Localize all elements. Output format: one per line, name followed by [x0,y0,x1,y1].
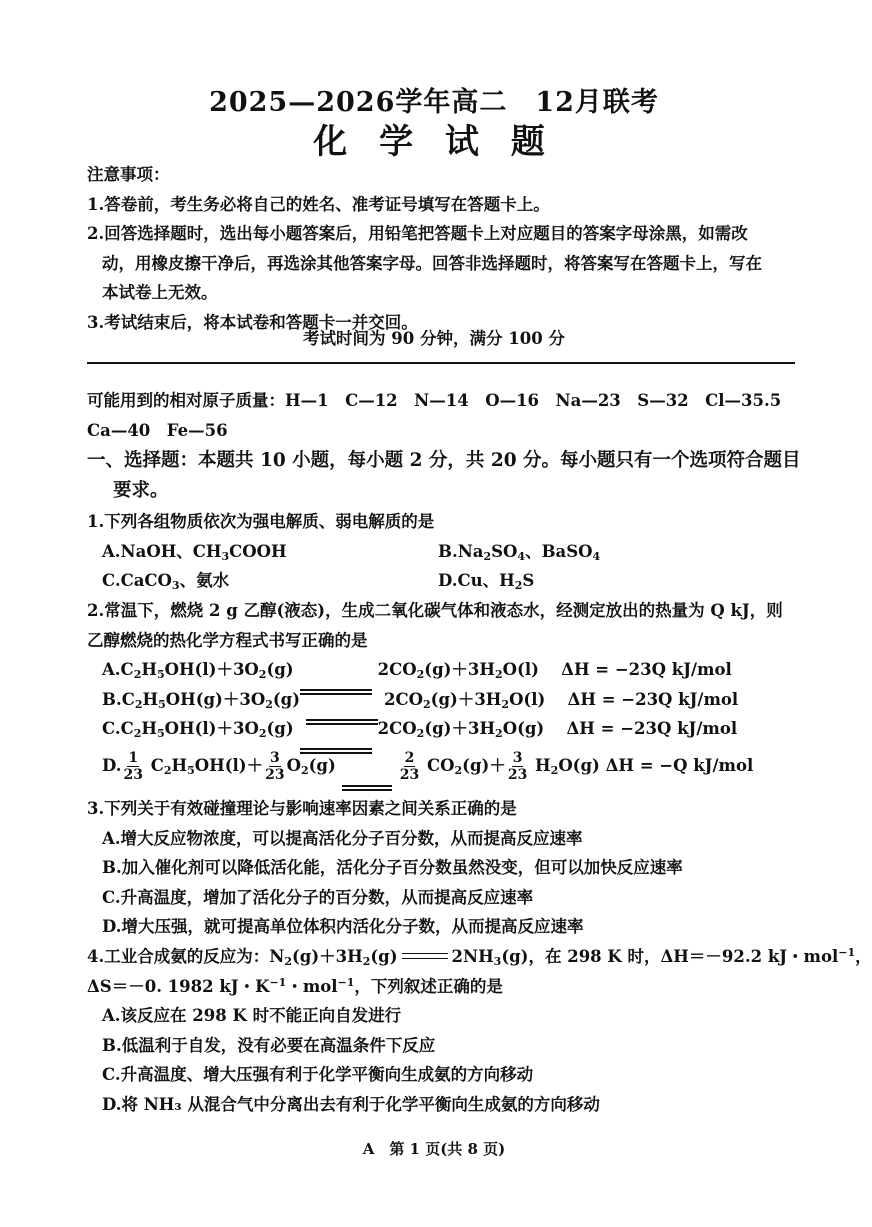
q2-b-dh: ΔH = −23Q kJ/mol [567,689,739,709]
notice-item-3: 3.考试结束后，将本试卷和答题卡一并交回。 [87,312,418,332]
q4-option-b: B.低温利于自发，没有必要在高温条件下反应 [102,1035,436,1055]
question-2 [87,596,783,788]
q3-option-c: C.升高温度，增加了活化分子的百分数，从而提高反应速率 [102,887,534,907]
notice-heading: 注意事项： [87,165,170,184]
q1-option-c: C.CaCO$_3$、氨水 [102,571,230,592]
q2-option-b: $B.C_2H_5OH(g)+3O_2(g)$ $2CO_2(g)+3H_2O(l)$ ΔH = −23Q kJ/mol [102,689,739,711]
notice-item-2: 2.回答选择题时，选出每小题答案后，用铅笔把答题卡上对应题目的答案字母涂黑，如需改 [87,224,748,243]
q2-option-c: $C.C_2H_5OH(l)+3O_2(g)$ $2CO_2(g)+3H_2O(g)$ ΔH = −23Q kJ/mol [102,719,738,740]
section-line-1: 一、选择题：本题共 10 小题，每小题 2 分，共 20 分。每小题只有一个选项符合题目 [87,450,801,471]
exam-time: 考试时间为 90 分钟，满分 100 分 [303,329,565,348]
atomic-line-1: 可能用到的相对原子质量：H—1 C—12 N—14 O—16 Na—23 S—32 Cl—35.5 [87,391,782,410]
atomic-masses [87,386,781,445]
question-1 [87,507,600,596]
q3-option-a: A.增大反应物浓度，可以提高活化分子百分数，从而提高反应速率 [102,828,583,848]
notice-item-2-cont: 动，用橡皮擦干净后，再选涂其他答案字母。回答非选择题时，将答案写在答题卡上，写在 [102,253,762,273]
subject-title: 化 学 试 题 [313,122,555,162]
question-4 [87,942,872,1119]
divider [87,362,795,364]
exam-title: 2025—2026学年高二 12月联考 [209,87,659,118]
atomic-line-2: Ca—40 Fe—56 [87,420,228,440]
q1-option-a: A.NaOH、$CH_3COOH$ [102,541,287,563]
q2-a-dh: ΔH = −23Q kJ/mol [561,660,732,679]
q3-option-b: B.加入催化剂可以降低活化能，活化分子百分数虽然没变，但可以加快反应速率 [102,858,683,877]
section-heading [87,446,801,505]
q1-option-b: $B.Na_2SO_4$、BaSO$_4$ [438,541,601,563]
q2-option-d: D. $\frac{1}{23}$ $C_2H_5OH(l)+$ $\frac{3}{23}$ $O_2(g)$ $\frac{2}{23}$ $CO_2(g)+$ $\frac{3}{23}$ $H_2O(g) \Delta H = -Q$ kJ/mol [102,749,754,783]
q1-option-d: D.Cu、$H_2S$ [438,571,535,592]
q3-stem: 3.下列关于有效碰撞理论与影响速率因素之间关系正确的是 [87,799,517,818]
q2-stem-2: 乙醇燃烧的热化学方程式书写正确的是 [87,630,368,650]
section-line-2: 要求。 [113,479,169,501]
q4-stem-2: ΔS＝－0. 1982 kJ・$K^{-1}$・mol$^{-1}$，下列叙述正确的是 [87,975,503,996]
notice-block [87,160,762,337]
page-footer: A 第 1 页(共 8 页) [362,1140,506,1158]
q2-c-dh: ΔH = −23Q kJ/mol [566,719,738,738]
q3-option-d: D.增大压强，就可提高单位体积内活化分子数，从而提高反应速率 [102,917,584,936]
notice-item-2-end: 本试卷上无效。 [102,283,218,302]
q4-stem-1: 4.工业合成氨的反应为：$N_2(g)+3H_2(g)$ $2NH_3(g)$，在 298 K 时，ΔH＝－92.2 kJ・mol$^{-1}$， [87,946,872,968]
q2-option-a: $A.C_2H_5OH(l)+3O_2(g)$ $2CO_2(g)+3H_2O(l)$ ΔH = −23Q kJ/mol [102,660,732,681]
q4-option-a: A.该反应在 298 K 时不能正向自发进行 [102,1006,402,1025]
q2-stem-1: 2.常温下，燃烧 2 g 乙醇(液态)，生成二氧化碳气体和液态水，经测定放出的热量为 Q kJ，则 [87,601,783,620]
notice-item-1: 1.答卷前，考生务必将自己的姓名、准考证号填写在答题卡上。 [87,194,550,214]
q1-stem: 1.下列各组物质依次为强电解质、弱电解质的是 [87,512,435,531]
question-3 [87,794,683,942]
q4-option-c: C.升高温度、增大压强有利于化学平衡向生成氨的方向移动 [102,1065,534,1084]
q2-d-dh: ΔH = −Q kJ/mol [605,755,754,775]
q4-option-d: D.将 NH₃ 从混合气中分离出去有利于化学平衡向生成氨的方向移动 [102,1094,600,1114]
